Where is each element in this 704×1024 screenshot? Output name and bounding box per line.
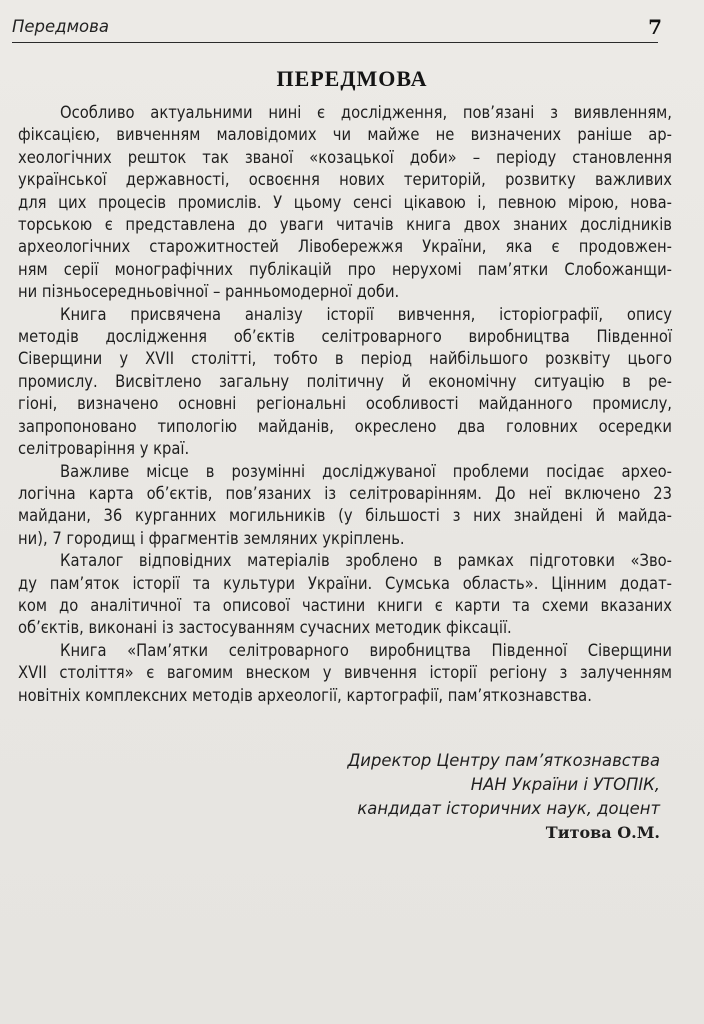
text-line: методів дослідження об’єктів селітроварного виробництва Південної [18, 327, 672, 347]
page-number: 7 [648, 15, 662, 39]
text-line: об’єктів, виконані із застосуванням сучасних методик фіксації. [18, 618, 512, 638]
text-line: української державності, освоєння нових територій, розвитку важливих [18, 170, 672, 190]
text-line: промислу. Висвітлено загальну політичну й економічну ситуацію в ре- [18, 371, 672, 391]
text-line: Важливе місце в розумінні досліджуваної проблеми посідає архео- [60, 461, 672, 481]
text-line: ням серії монографічних публікацій про нерухомі пам’ятки Слобожанщи- [18, 259, 672, 279]
text-line: Книга присвячена аналізу історії вивчення, історіографії, опису [60, 304, 672, 324]
text-line: гіоні, визначено основні регіональні особливості майданного промислу, [18, 394, 672, 414]
signature-block [348, 749, 661, 845]
text-line: Особливо актуальними нині є дослідження, пов’язані з виявленням, [60, 103, 672, 122]
paragraph-4 [18, 550, 672, 640]
paragraph-3 [18, 461, 672, 551]
signature-organization: НАН України і УТОПІК, [470, 775, 660, 794]
running-title: Передмова [12, 17, 109, 36]
text-line: ком до аналітичної та описової частини книги є карти та схеми вказаних [18, 595, 672, 615]
text-line: хеологічних решток так званої «козацької доби» – періоду становлення [18, 147, 672, 167]
text-line: майдани, 36 курганних могильників (у більшості з них знайдені й майда- [18, 506, 672, 526]
text-line: ду пам’яток історії та культури України. Сумська область». Цінним додат- [18, 573, 672, 593]
text-line: ни пізньосередньовічної – ранньомодерної доби. [18, 282, 400, 302]
paragraph-2 [18, 304, 672, 461]
paragraph-5 [18, 640, 672, 707]
text-line: Каталог відповідних матеріалів зроблено в рамках підготовки «Зво- [60, 551, 672, 571]
text-line: логічна карта об’єктів, пов’язаних із селітроварінням. До неї включено 23 [18, 483, 672, 503]
text-line: Сіверщини у XVII столітті, тобто в період найбільшого розквіту цього [18, 349, 672, 369]
signature-position: Директор Центру пам’яткознавства [347, 751, 660, 770]
text-line: Книга «Пам’ятки селітроварного виробництва Південної Сіверщини [60, 640, 672, 660]
signature-name: Титова О.М. [545, 823, 660, 842]
text-line: XVII століття» є вагомим внеском у вивчення історії регіону з залученням [18, 663, 672, 683]
paragraph-1 [18, 102, 672, 304]
page-title: ПЕРЕДМОВА [276, 66, 428, 91]
text-line: для цих процесів промислів. У цьому сенсі цікавою і, певною мірою, нова- [18, 192, 672, 212]
text-line: торською є представлена до уваги читачів книга двох знаних дослідників [18, 215, 672, 235]
text-line: ни), 7 городищ і фрагментів земляних укріплень. [18, 528, 405, 548]
text-line: новітніх комплексних методів археології, картографії, пам’яткознавства. [18, 685, 592, 705]
text-line: археологічних старожитностей Лівобережжя України, яка є продовжен- [18, 237, 672, 257]
running-header [12, 12, 662, 43]
text-line: фіксацією, вивченням маловідомих чи майже не визначених раніше ар- [18, 125, 672, 145]
text-line: запропоновано типологію майданів, окреслено два головних осередки [18, 416, 672, 436]
body-text [18, 102, 672, 707]
signature-degree: кандидат історичних наук, доцент [357, 799, 660, 818]
text-line: селітроваріння у краї. [18, 439, 190, 459]
